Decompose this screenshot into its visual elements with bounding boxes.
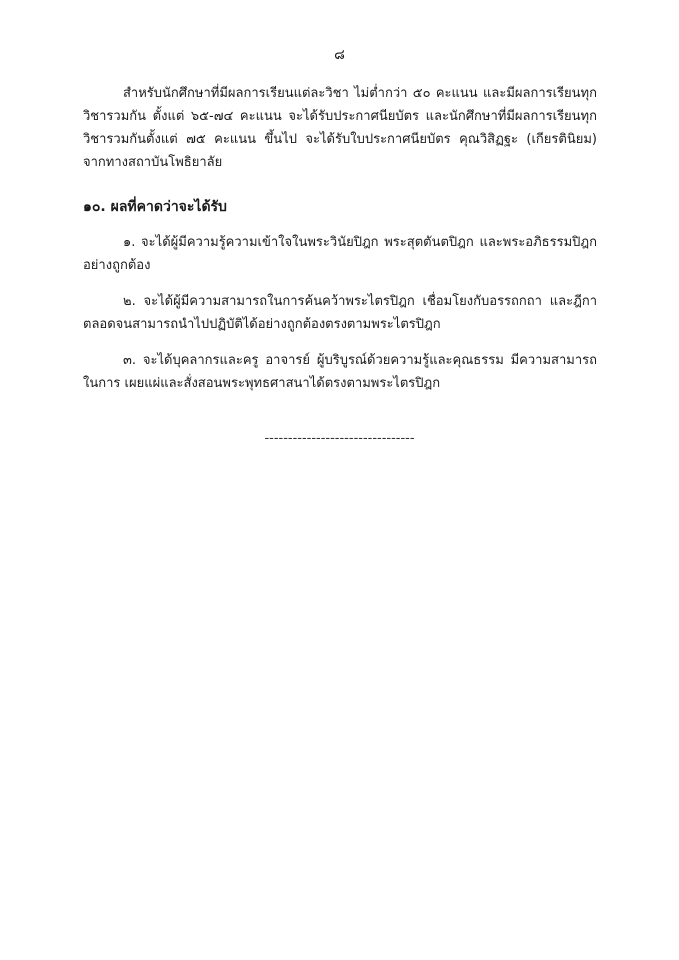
end-divider: -------------------------------- bbox=[264, 431, 415, 446]
page-number: ๘ bbox=[334, 47, 345, 63]
intro-paragraph: สำหรับนักศึกษาที่มีผลการเรียนแต่ละวิชา ไม่ต่ำกว่า ๕๐ คะแนน และมีผลการเรียนทุกวิชารวมกัน ตั้งแต่ ๖๕-๗๔ คะแนน จะได้รับประกาศนียบัตร และนักศึกษาที่มีผลการเรียนทุกวิชารวมกันตั้งแต่ ๗๕ คะแนน ขึ้นไป จะได้รับใบประกาศนียบัตร คุณวิสิฏฐะ (เกียรตินิยม) จากทางสถาบันโพธิยาลัย bbox=[83, 86, 597, 170]
section-heading: ๑๐. ผลที่คาดว่าจะได้รับ bbox=[83, 199, 227, 215]
expected-result-item-2: ๒. จะได้ผู้มีความสามารถในการค้นคว้าพระไตรปิฎก เชื่อมโยงกับอรรถกถา และฎีกา ตลอดจนสามารถนำไปปฏิบัติได้อย่างถูกต้องตรงตามพระไตรปิฎก bbox=[83, 294, 597, 332]
expected-result-item-3: ๓. จะได้บุคลากรและครู อาจารย์ ผู้บริบูรณ์ด้วยความรู้และคุณธรรม มีความสามารถในการ เผยแผ่และสั่งสอนพระพุทธศาสนาได้ตรงตามพระไตรปิฎก bbox=[83, 353, 597, 391]
expected-result-item-1: ๑. จะได้ผู้มีความรู้ความเข้าใจในพระวินัยปิฎก พระสุตตันตปิฎก และพระอภิธรรมปิฎกอย่างถูกต้อง bbox=[83, 235, 597, 273]
